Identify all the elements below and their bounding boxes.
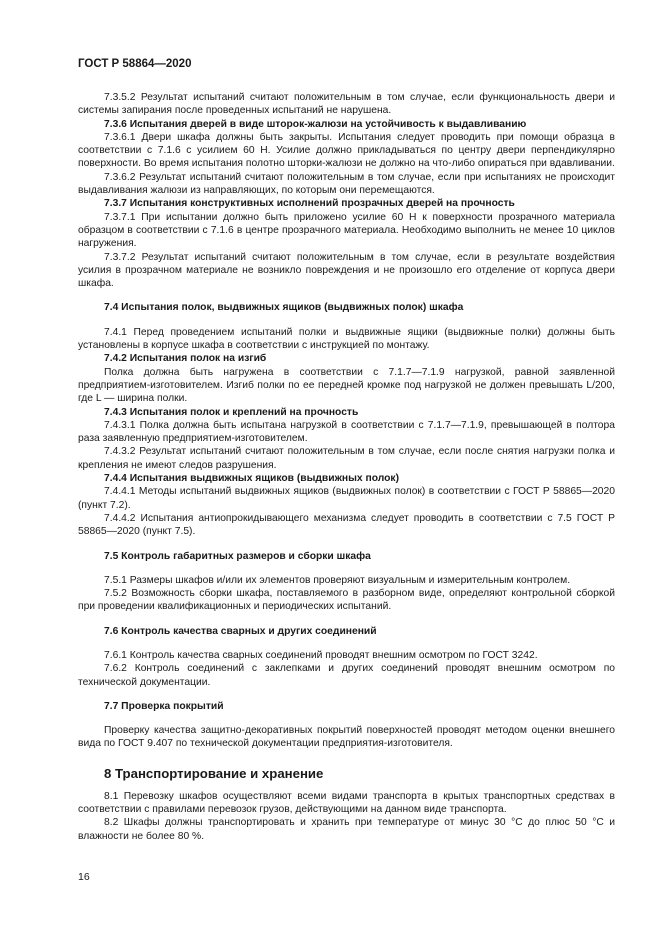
paragraph-7-6-2: 7.6.2 Контроль соединений с заклепками и других соединений проводят внешним осмотром по технической документации.	[78, 663, 615, 688]
heading-7-4-4: 7.4.4 Испытания выдвижных ящиков (выдвижных полок)	[104, 473, 400, 485]
paragraph-7-4-3-2: 7.4.3.2 Результат испытаний считают положительным в том случае, если после снятия нагрузки полка и крепления не имеют следов разрушения.	[78, 446, 615, 471]
paragraph-7-3-7-1: 7.3.7.1 При испытании должно быть приложено усилие 60 Н к поверхности прозрачного материала образцом в соответствии с 7.1.6 в центре прозрачного материала. Необходимо выполнить не менее 10 циклов нагружения.	[78, 211, 615, 250]
heading-7-3-6: 7.3.6 Испытания дверей в виде шторок-жалюзи на устойчивость к выдавливанию	[104, 118, 527, 130]
paragraph-7-5-2: 7.5.2 Возможность сборки шкафа, поставляемого в разборном виде, определяют контрольной сборкой при проведении квалификационных и периодических испытаний.	[78, 588, 615, 613]
paragraph-7-4-4-1: 7.4.4.1 Методы испытаний выдвижных ящиков (выдвижных полок) в соответствии с ГОСТ Р 58865—2020 (пункт 7.2).	[78, 486, 615, 511]
heading-7-4-2: 7.4.2 Испытания полок на изгиб	[104, 353, 267, 365]
paragraph-7-4-3-1: 7.4.3.1 Полка должна быть испытана нагрузкой в соответствии с 7.1.7—7.1.9, превышающей в полтора раза заявленную предприятием-изготовителем.	[78, 419, 615, 445]
heading-7-7: 7.7 Проверка покрытий	[104, 700, 224, 712]
paragraph-8-2: 8.2 Шкафы должны транспортировать и хранить при температуре от минус 30 °С до плюс 50 °С и влажности не более 80 %.	[78, 817, 615, 842]
paragraph-8-1: 8.1 Перевозку шкафов осуществляют всеми видами транспорта в крытых транспортных средствах в соответствии с правилами перевозок грузов, действующими на данном виде транспорта.	[78, 790, 615, 816]
heading-7-3-7: 7.3.7 Испытания конструктивных исполнений прозрачных дверей на прочность	[104, 198, 515, 210]
paragraph-7-7-body: Проверку качества защитно-декоративных покрытий поверхностей проводят методом оценки внешнего вида по ГОСТ 9.407 по технической документации предприятия-изготовителя.	[78, 725, 615, 750]
paragraph-7-3-6-1: 7.3.6.1 Двери шкафа должны быть закрыты. Испытания следует проводить при помощи образца в соответствии с 7.1.6 с усилием 60 Н. Усилие должно прикладываться по центру двери перпендикулярно поверхности. Во время испытания полотно шторки-жалюзи не должно на что-либо опираться при вдавливании.	[78, 131, 615, 170]
heading-7-4-3: 7.4.3 Испытания полок и креплений на прочность	[104, 406, 359, 418]
paragraph-7-3-5-2: 7.3.5.2 Результат испытаний считают положительным в том случае, если функциональность двери и системы запирания после проведенных испытаний не нарушена.	[78, 92, 615, 117]
heading-7-5: 7.5 Контроль габаритных размеров и сборки шкафа	[104, 550, 371, 562]
document-header: ГОСТ Р 58864—2020	[78, 58, 192, 70]
paragraph-7-4-1: 7.4.1 Перед проведением испытаний полки и выдвижные ящики (выдвижные полки) должны быть установлены в корпусе шкафа в соответствии с инструкцией по монтажу.	[78, 326, 615, 352]
paragraph-7-3-6-2: 7.3.6.2 Результат испытаний считают положительным в том случае, если при испытаниях не происходит выдавливания жалюзи из направляющих, по которым они перемещаются.	[78, 171, 615, 197]
paragraph-7-4-2-body: Полка должна быть нагружена в соответствии с 7.1.7—7.1.9 нагрузкой, равной заявленной предприятием-изготовителем. Изгиб полки по ее передней кромке под нагрузкой не должен превышать L/200, где L — ширина полки.	[78, 366, 615, 405]
heading-7-6: 7.6 Контроль качества сварных и других соединений	[104, 625, 377, 637]
heading-7-4: 7.4 Испытания полок, выдвижных ящиков (выдвижных полок) шкафа	[104, 302, 464, 314]
paragraph-7-5-1: 7.5.1 Размеры шкафов и/или их элементов проверяют визуальным и измерительным контролем.	[104, 574, 571, 586]
document-body	[78, 91, 615, 843]
paragraph-7-6-1: 7.6.1 Контроль качества сварных соединений проводят внешним осмотром по ГОСТ 3242.	[104, 649, 538, 661]
paragraph-7-4-4-2: 7.4.4.2 Испытания антиопрокидывающего механизма следует проводить в соответствии с 7.5 ГОСТ Р 58865—2020 (пункт 7.5).	[78, 512, 615, 538]
paragraph-7-3-7-2: 7.3.7.2 Результат испытаний считают положительным в том случае, если в результате воздействия усилия в прозрачном материале не возникло повреждения и не произошло его отделение от корпуса двери шкафа.	[78, 251, 615, 290]
page-number: 16	[78, 871, 90, 883]
section-heading-8: 8 Транспортирование и хранение	[104, 765, 324, 781]
